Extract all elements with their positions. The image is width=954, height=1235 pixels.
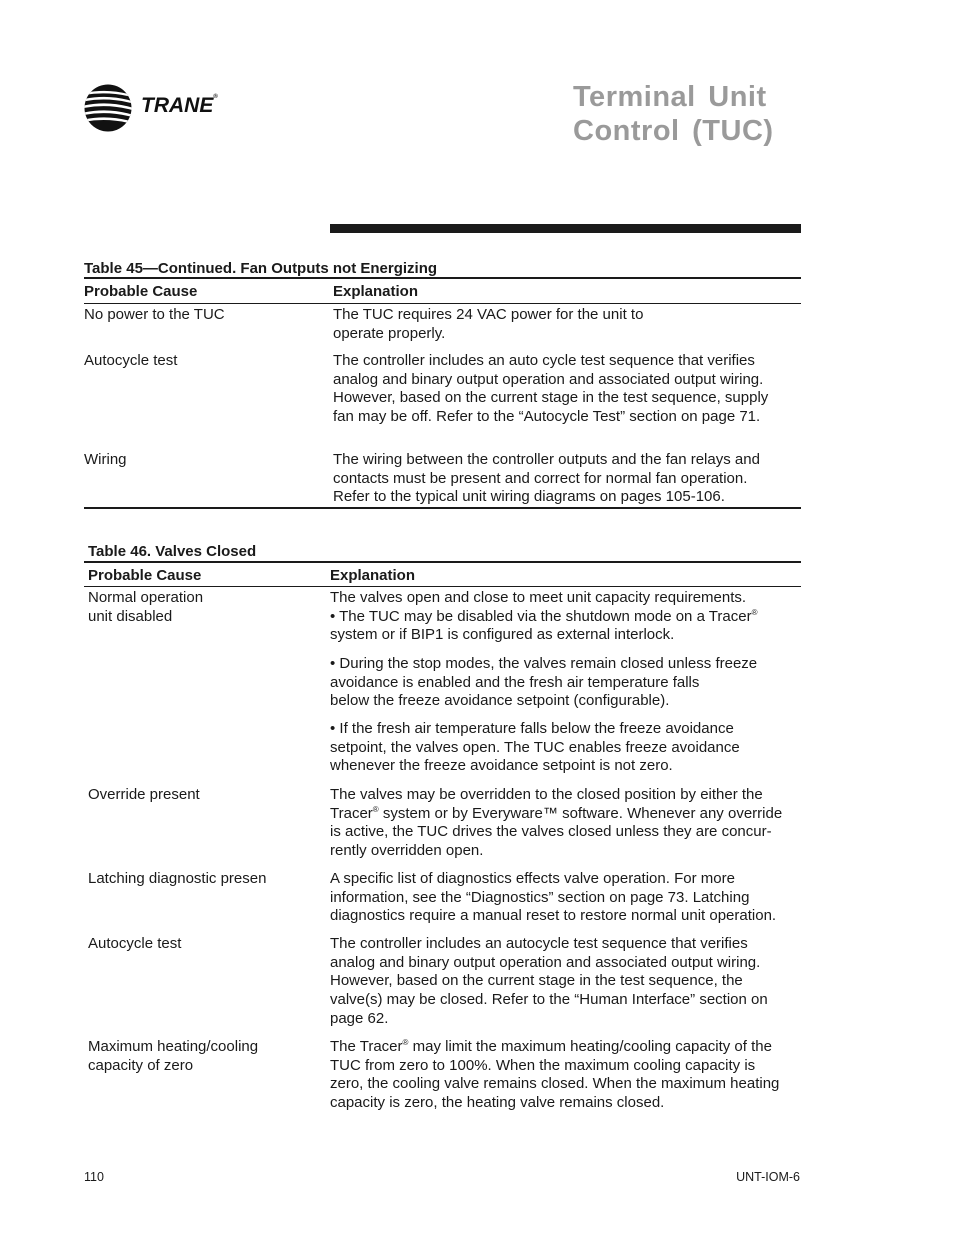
table46-row5-explanation: The Tracer® may limit the maximum heating/cooling capacity of the TUC from zero to 100%. When the maximum cooling capacity is zero, the cooling valve remains closed. When the maximum heating capacity is zero, the heating valve remains closed. <box>330 1038 780 1112</box>
table45-header-rule <box>84 303 801 304</box>
page-number: 110 <box>84 1170 104 1184</box>
table45-title: Table 45—Continued. Fan Outputs not Energizing <box>84 260 438 277</box>
table46-row2-explanation: The valves may be overridden to the closed position by either the Tracer® system or by Everyware™ software. Whenever any override is active, the TUC drives the valves closed unless they are concur- rently overridden open. <box>330 786 783 860</box>
table46-row1-cause: Normal operation unit disabled <box>88 589 204 625</box>
table45-top-rule <box>84 277 801 279</box>
table46-row1-explanation-p3: • If the fresh air temperature falls below the freeze avoidance setpoint, the valves open. The TUC enables freeze avoidance whenever the freeze avoidance setpoint is not zero. <box>330 720 740 775</box>
table45-row3-cause: Wiring <box>84 451 127 468</box>
table46-row4-cause: Autocycle test <box>88 935 182 952</box>
table46-title: Table 46. Valves Closed <box>88 543 257 560</box>
table46-header-rule <box>84 586 801 587</box>
table46-top-rule <box>84 561 801 563</box>
table45-row1-explanation: The TUC requires 24 VAC power for the unit to operate properly. <box>333 306 644 342</box>
table46-row1-explanation-p2: • During the stop modes, the valves remain closed unless freeze avoidance is enabled and the fresh air temperature falls below the freeze avoidance setpoint (configurable). <box>330 655 758 710</box>
table45-bottom-rule <box>84 507 801 509</box>
document-title: Terminal Unit Control (TUC) <box>573 81 774 147</box>
table46-row5-cause: Maximum heating/cooling capacity of zero <box>88 1038 259 1074</box>
table46-row1-explanation-p1: The valves open and close to meet unit capacity requirements. • The TUC may be disabled via the shutdown mode on a Tracer® system or if BIP1 is configured as external interlock. <box>330 589 758 644</box>
document-code: UNT-IOM-6 <box>736 1170 800 1184</box>
table45-row2-cause: Autocycle test <box>84 352 178 369</box>
table45-row2-explanation: The controller includes an auto cycle test sequence that verifies analog and binary output operation and associated output wiring. However, based on the current stage in the test sequence, supply fan may be off. Refer to the “Autocycle Test” section on page 71. <box>333 352 769 426</box>
table45-row1-cause: No power to the TUC <box>84 306 225 323</box>
table45-header-explanation: Explanation <box>333 283 419 300</box>
table46-row3-explanation: A specific list of diagnostics effects valve operation. For more information, see the “Diagnostics” section on page 73. Latching diagnostics require a manual reset to restore normal unit operation. <box>330 870 777 925</box>
table45-header-cause: Probable Cause <box>84 283 198 300</box>
trane-logo-icon <box>84 84 132 132</box>
brand-logo: TRANE® <box>141 94 218 117</box>
table46-header-cause: Probable Cause <box>88 567 202 584</box>
table46-row4-explanation: The controller includes an autocycle test sequence that verifies analog and binary output operation and associated output wiring. However, based on the current stage in the test sequence, the valve(s) may be closed. Refer to the “Human Interface” section on page 62. <box>330 935 768 1027</box>
header-divider-bar <box>330 224 801 233</box>
table46-row2-cause: Override present <box>88 786 200 803</box>
table46-row3-cause: Latching diagnostic presen <box>88 870 267 887</box>
table45-row3-explanation: The wiring between the controller outputs and the fan relays and contacts must be present and correct for normal fan operation. Refer to the typical unit wiring diagrams on pages 105-106. <box>333 451 760 506</box>
table46-header-explanation: Explanation <box>330 567 416 584</box>
